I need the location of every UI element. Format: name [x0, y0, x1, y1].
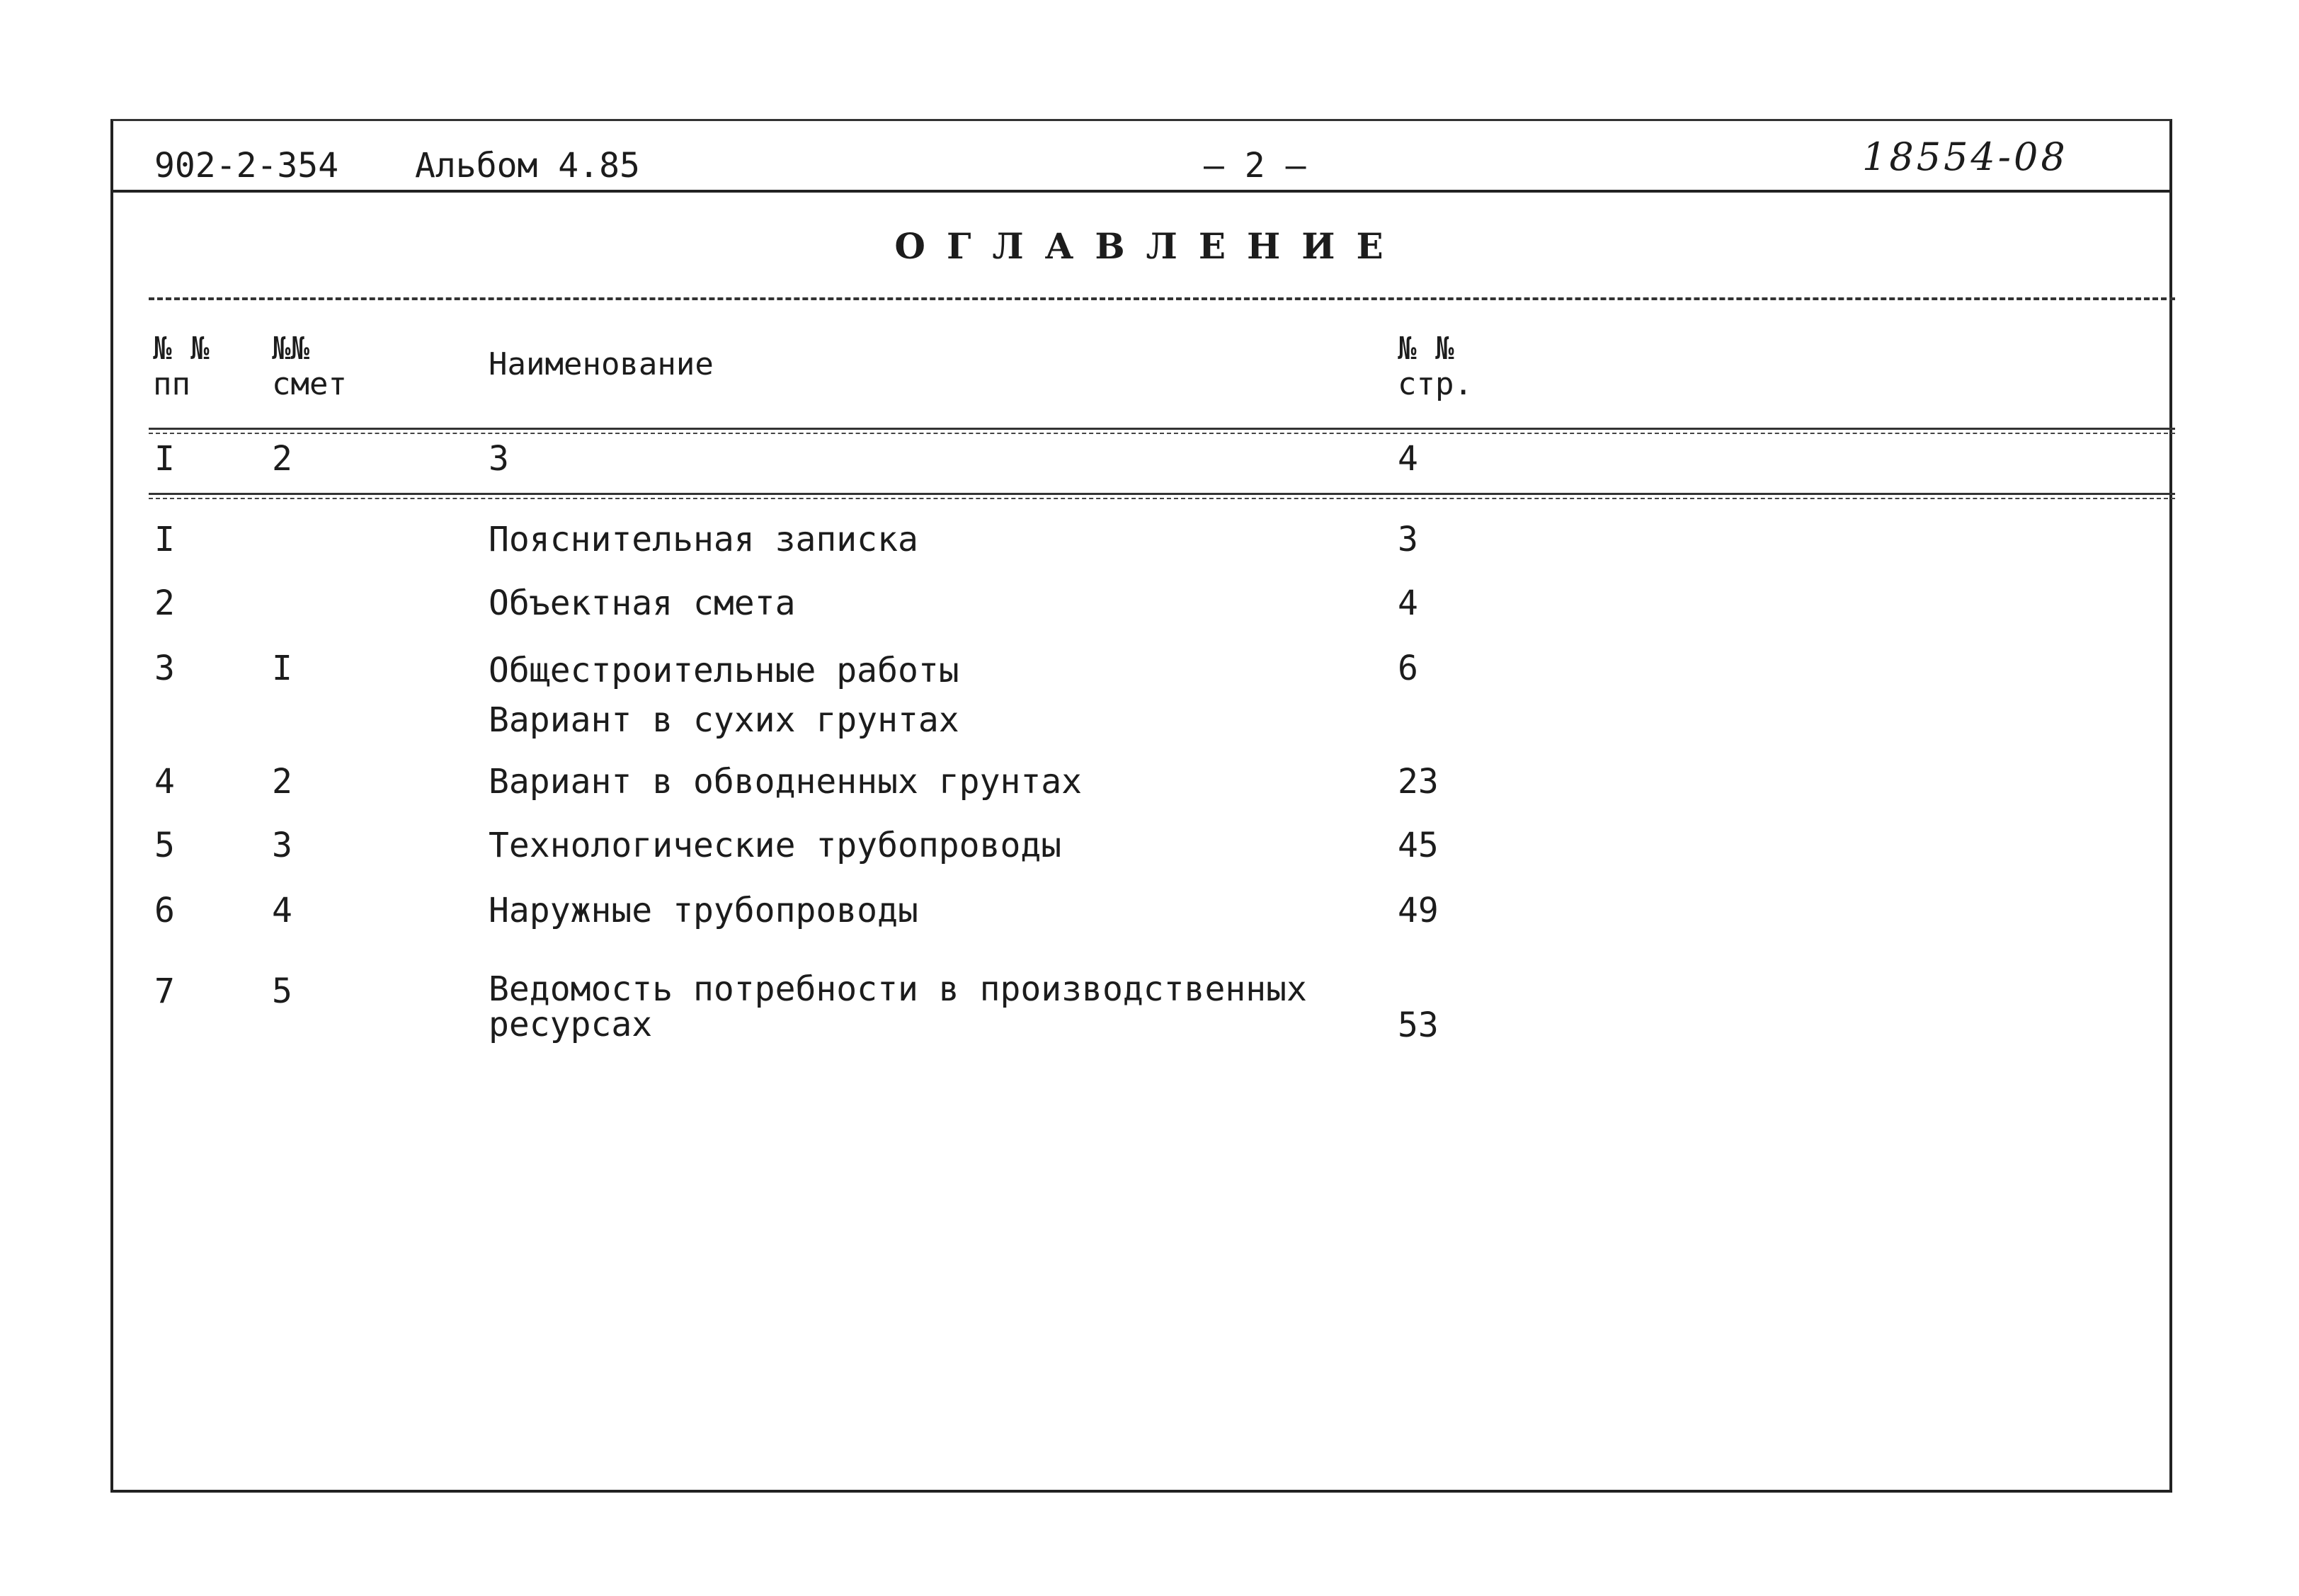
column-number-2: 2: [272, 439, 292, 479]
page-number: – 2 –: [1204, 146, 1306, 186]
row-2-pp: 2: [154, 583, 175, 623]
row-4-pp: 4: [154, 762, 175, 802]
header-divider: [110, 190, 2172, 193]
row-4-name: Вариант в обводненных грунтах: [489, 762, 1083, 802]
row-5-smet: 3: [272, 826, 292, 865]
row-7-pp: 7: [154, 971, 175, 1011]
column-number-3: 3: [489, 439, 509, 479]
page-frame: [110, 119, 2172, 1493]
row-3-page: 6: [1398, 649, 1418, 688]
row-1-name: Пояснительная записка: [489, 520, 918, 559]
numbers-bottom-rule: [149, 493, 2175, 499]
row-6-name: Наружные трубопроводы: [489, 891, 918, 930]
album-label: Альбом 4.85: [415, 146, 640, 186]
row-5-page: 45: [1398, 826, 1439, 865]
row-3-pp: 3: [154, 649, 175, 688]
column-number-4: 4: [1398, 439, 1418, 479]
row-2-page: 4: [1398, 583, 1418, 623]
row-5-pp: 5: [154, 826, 175, 865]
row-6-smet: 4: [272, 891, 292, 930]
row-1-pp: I: [154, 520, 175, 559]
row-3-smet: I: [272, 649, 292, 688]
document-code: 902-2-354: [154, 146, 339, 186]
row-7-name: Ведомость потребности в производственных ресурсах: [489, 969, 1307, 1044]
page-title: ОГЛАВЛЕНИЕ: [894, 225, 1405, 267]
row-5-name: Технологические трубопроводы: [489, 826, 1062, 865]
column-number-1: I: [154, 439, 175, 479]
row-6-pp: 6: [154, 891, 175, 930]
table-top-rule: [149, 297, 2175, 300]
inventory-number: 18554-08: [1862, 135, 2068, 179]
row-1-page: 3: [1398, 520, 1418, 559]
column-header-page: № № стр.: [1398, 331, 1473, 402]
row-7-smet: 5: [272, 971, 292, 1011]
row-6-page: 49: [1398, 891, 1439, 930]
row-4-page: 23: [1398, 762, 1439, 802]
row-4-smet: 2: [272, 762, 292, 802]
column-header-name: Наименование: [489, 346, 714, 382]
column-header-pp: № № пп: [153, 331, 210, 402]
column-header-smet: №№ смет: [272, 331, 347, 402]
row-2-name: Объектная смета: [489, 583, 796, 623]
header-bottom-rule: [149, 428, 2175, 434]
row-7-page: 53: [1398, 1005, 1439, 1045]
row-3-name: Общестроительные работы Вариант в сухих грунтах: [489, 651, 959, 740]
